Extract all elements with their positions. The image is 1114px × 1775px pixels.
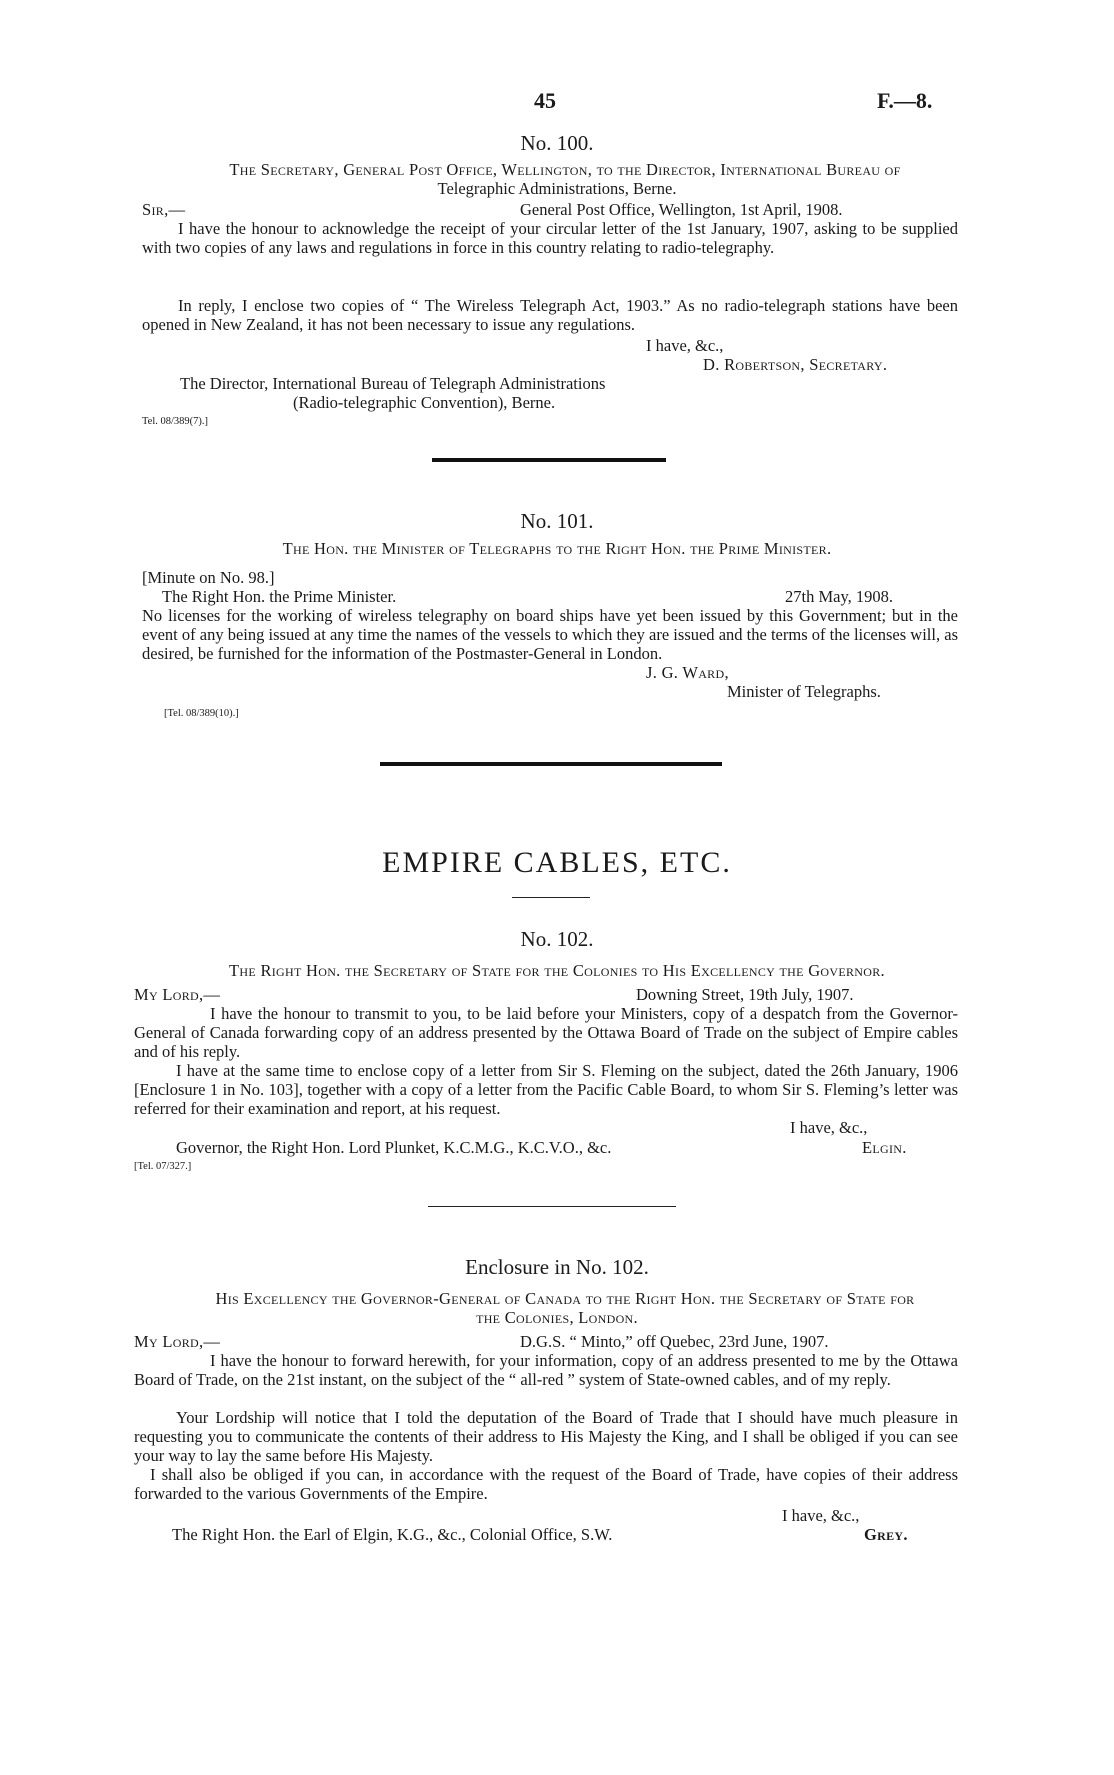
paper-reference: F.—8.: [877, 88, 933, 113]
no-100-title: No. 100.: [520, 131, 594, 155]
no-100-recipient-line1: The Director, International Bureau of Telegraph Administrations: [180, 374, 606, 393]
heading-underline: [512, 897, 590, 898]
no-100-signature: D. Robertson, Secretary.: [703, 355, 888, 374]
page-number: 45: [534, 88, 556, 113]
no-100-address-line1: The Secretary, General Post Office, Wellington, to the Director, International Bureau of: [229, 160, 901, 179]
no-101-title: No. 101.: [520, 509, 594, 533]
enclosure-102-closing: I have, &c.,: [782, 1506, 860, 1525]
no-102-recipient: Governor, the Right Hon. Lord Plunket, K.C.M.G., K.C.V.O., &c.: [176, 1138, 612, 1157]
no-102-file-reference: [Tel. 07/327.]: [134, 1161, 192, 1172]
no-101-paragraph-1: No licenses for the working of wireless telegraphy on board ships have yet been issued by this Government; but in the event of any being issued at any time the names of the vessels to which they are issued and the terms of the licenses will, as desired, be furnished for the information of the Postmaster-General in London.: [142, 606, 958, 663]
empire-cables-heading: EMPIRE CABLES, ETC.: [382, 846, 732, 879]
enclosure-102-paragraph-2: Your Lordship will notice that I told the deputation of the Board of Trade that I should have much pleasure in requesting you to communicate the contents of their address to His Majesty the King, and I shall be obliged if you can see your way to lay the same before His Majesty.: [134, 1408, 958, 1465]
no-101-addressee: The Right Hon. the Prime Minister.: [162, 587, 397, 606]
enclosure-102-paragraph-1: I have the honour to forward herewith, for your information, copy of an address presented to me by the Ottawa Board of Trade, on the 21st instant, on the subject of the “ all-red ” system of State-owned cables, and of my reply.: [134, 1351, 958, 1389]
no-100-paragraph-1: I have the honour to acknowledge the receipt of your circular letter of the 1st January, 1907, asking to be supplied with two copies of any laws and regulations in force in this country relating to radio-telegraphy.: [142, 219, 958, 257]
no-100-file-reference: Tel. 08/389(7).]: [142, 416, 209, 427]
enclosure-102-address-line2: the Colonies, London.: [476, 1308, 638, 1327]
no-100-paragraph-2: In reply, I enclose two copies of “ The Wireless Telegraph Act, 1903.” As no radio-telegraph stations have been opened in New Zealand, it has not been necessary to issue any regulations.: [142, 296, 958, 334]
enclosure-102-salutation: My Lord,—: [134, 1332, 221, 1351]
enclosure-102-place-date: D.G.S. “ Minto,” off Quebec, 23rd June, 1907.: [520, 1332, 829, 1351]
enclosure-102-paragraph-3: I shall also be obliged if you can, in accordance with the request of the Board of Trade, have copies of their address forwarded to the various Governments of the Empire.: [134, 1465, 958, 1503]
no-102-closing: I have, &c.,: [790, 1118, 868, 1137]
no-100-closing: I have, &c.,: [646, 336, 724, 355]
no-100-address-line2: Telegraphic Administrations, Berne.: [437, 179, 677, 198]
no-101-file-reference: [Tel. 08/389(10).]: [164, 708, 239, 719]
no-101-minute-note: [Minute on No. 98.]: [142, 568, 275, 587]
section-divider: [380, 762, 722, 766]
enclosure-102-signature: Grey.: [864, 1525, 908, 1544]
no-101-address-line: The Hon. the Minister of Telegraphs to the Right Hon. the Prime Minister.: [282, 539, 832, 558]
enclosure-102-recipient: The Right Hon. the Earl of Elgin, K.G., &c., Colonial Office, S.W.: [172, 1525, 613, 1544]
no-102-place-date: Downing Street, 19th July, 1907.: [636, 985, 854, 1004]
no-100-recipient-line2: (Radio-telegraphic Convention), Berne.: [293, 393, 556, 412]
no-102-address-line: The Right Hon. the Secretary of State for the Colonies to His Excellency the Governor.: [229, 961, 885, 980]
no-102-salutation: My Lord,—: [134, 985, 221, 1004]
no-100-salutation: Sir,—: [142, 200, 186, 219]
no-102-signature: Elgin.: [862, 1138, 907, 1157]
section-divider: [428, 1206, 676, 1207]
no-101-date: 27th May, 1908.: [785, 587, 894, 606]
no-100-place-date: General Post Office, Wellington, 1st April, 1908.: [520, 200, 843, 219]
enclosure-102-title: Enclosure in No. 102.: [465, 1255, 649, 1279]
no-102-paragraph-2: I have at the same time to enclose copy of a letter from Sir S. Fleming on the subject, dated the 26th January, 1906 [Enclosure 1 in No. 103], together with a copy of a letter from the Pacific Cable Board, to whom Sir S. Fleming’s letter was referred for their examination and report, at his request.: [134, 1061, 958, 1118]
enclosure-102-address-line1: His Excellency the Governor-General of Canada to the Right Hon. the Secretary of State for: [215, 1289, 915, 1308]
no-101-signature-title: Minister of Telegraphs.: [727, 682, 881, 701]
no-101-signature: J. G. Ward,: [646, 663, 729, 682]
no-102-title: No. 102.: [520, 927, 594, 951]
section-divider: [432, 458, 666, 462]
no-102-paragraph-1: I have the honour to transmit to you, to be laid before your Ministers, copy of a despatch from the Governor-General of Canada forwarding copy of an address presented by the Ottawa Board of Trade on the subject of Empire cables and of his reply.: [134, 1004, 958, 1061]
